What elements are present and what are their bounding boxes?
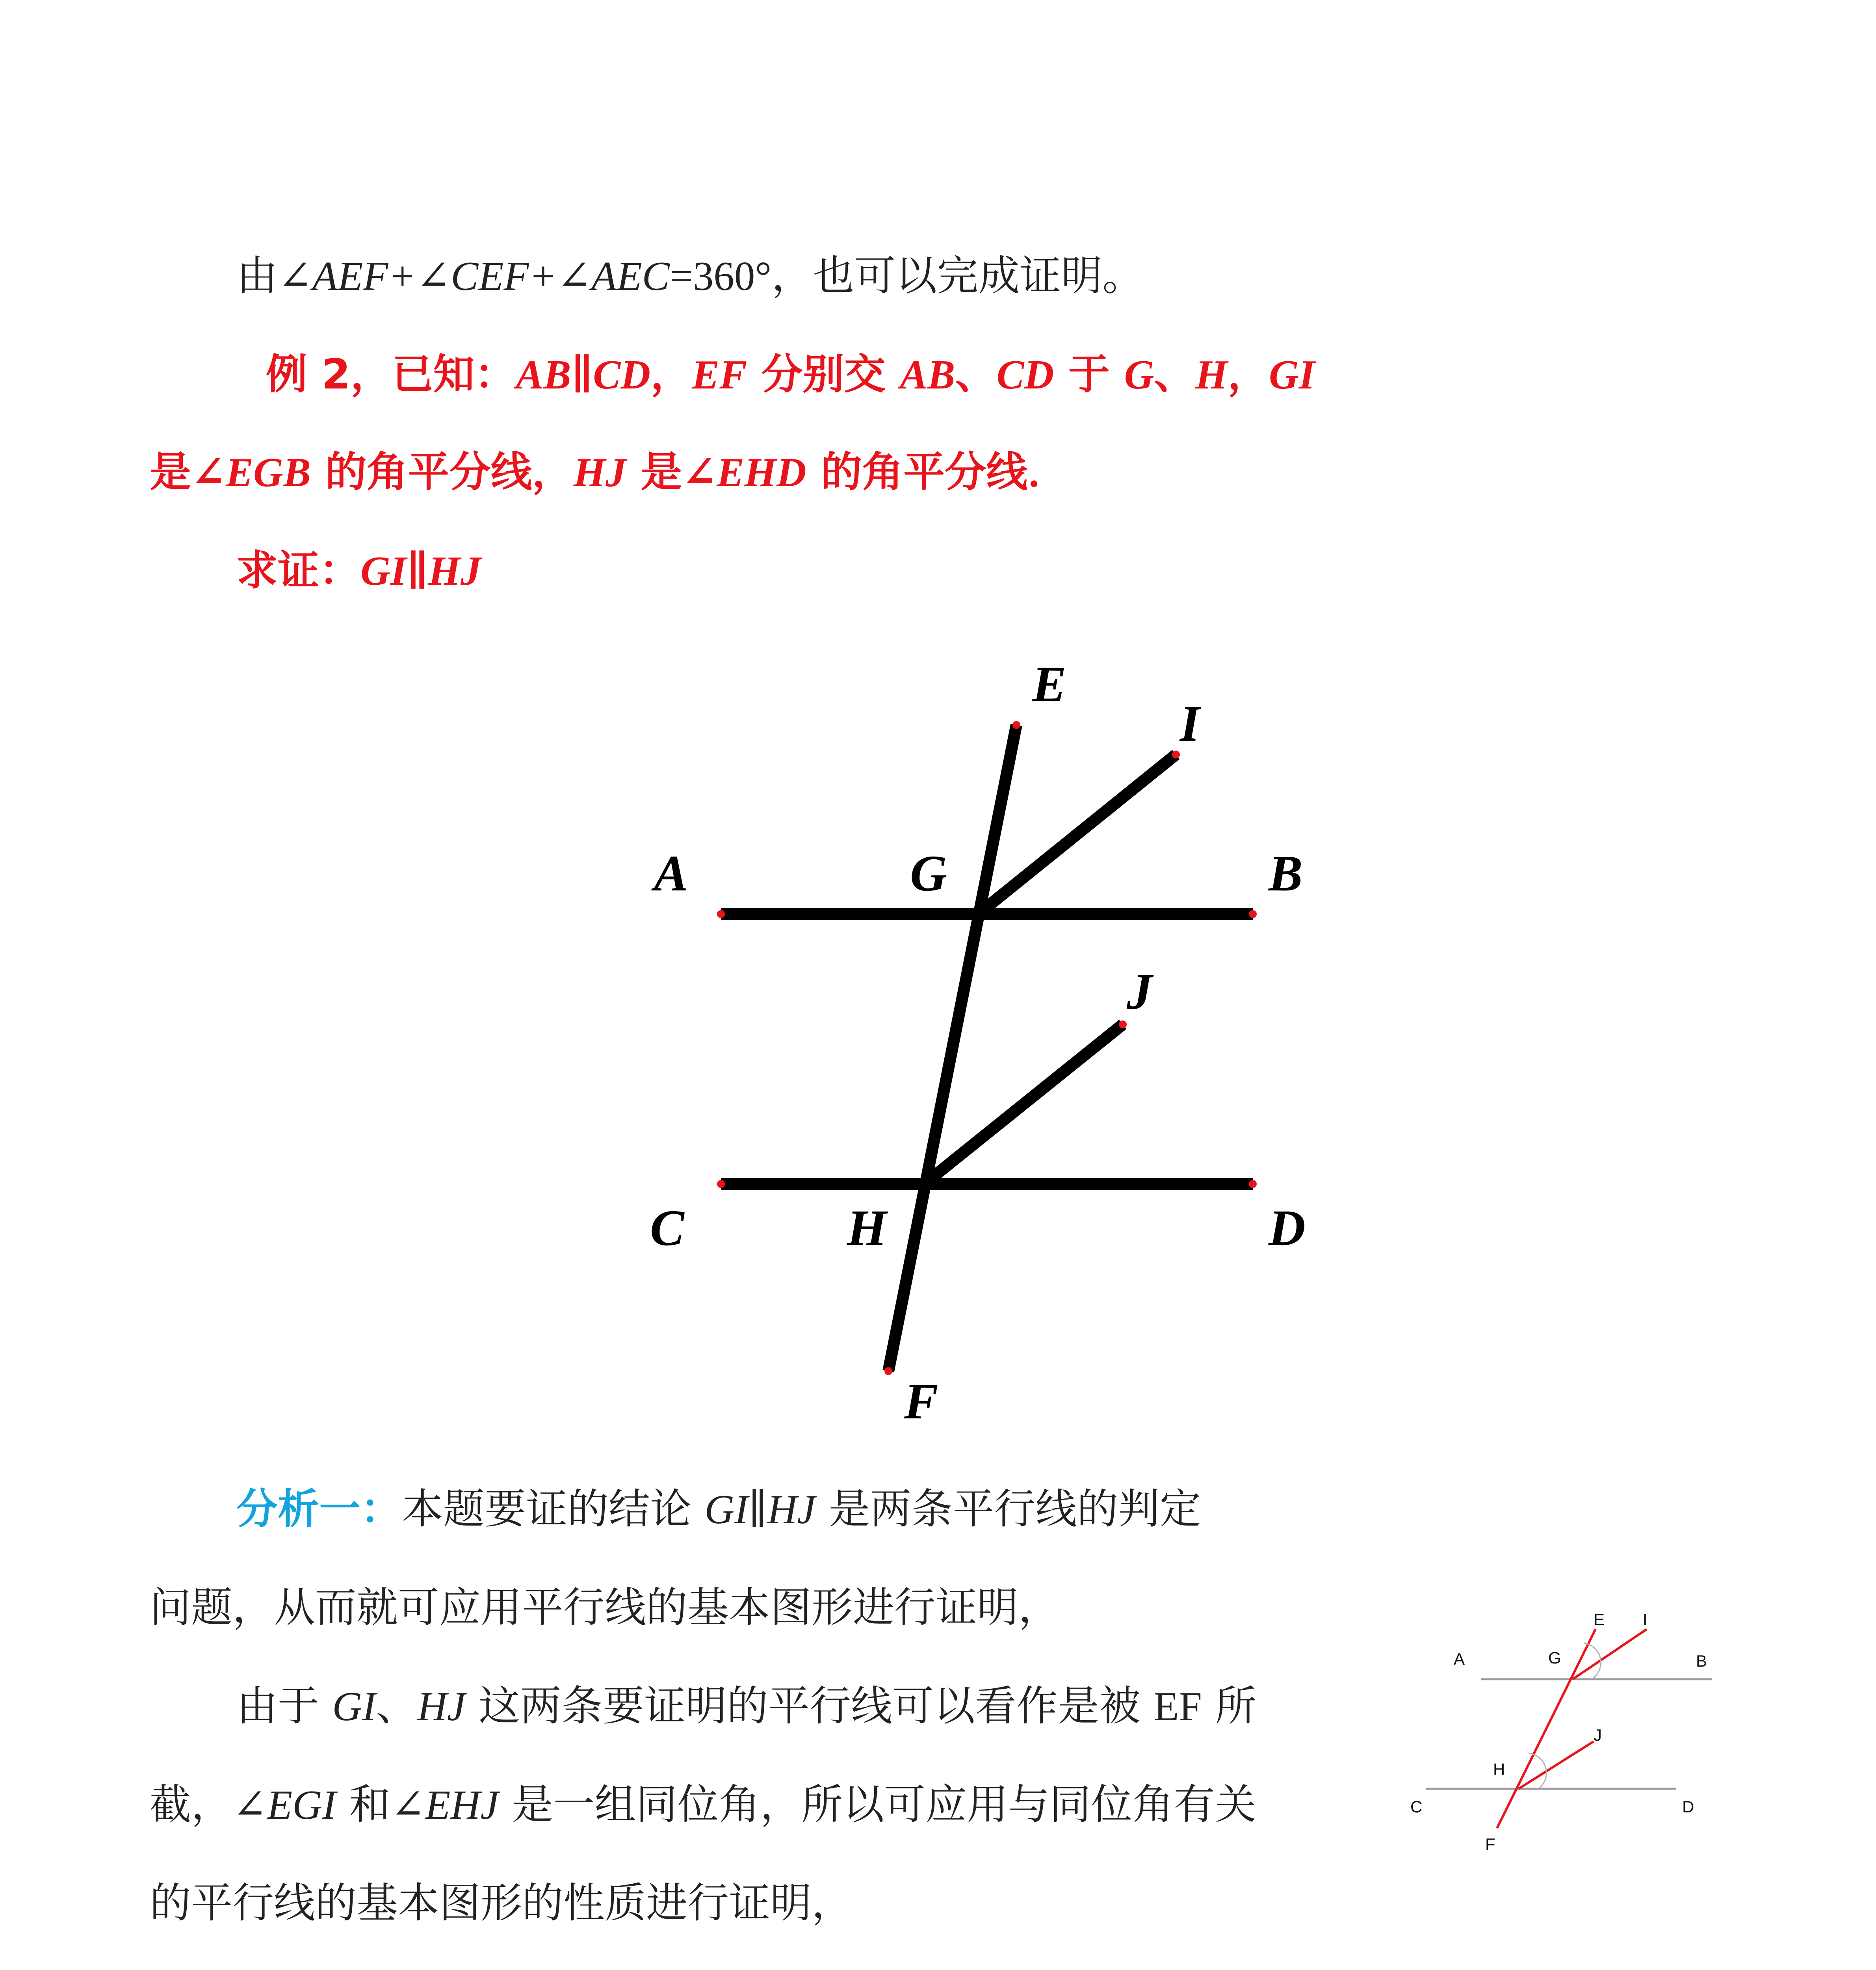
small-label-b: B [1696,1652,1707,1670]
small-label-g: G [1548,1648,1561,1667]
small-label-c: C [1410,1797,1423,1816]
analysis-line-1: 分析一：本题要证的结论 GI∥HJ 是两条平行线的判定 [236,1485,1201,1533]
small-reference-figure [0,1596,1876,1872]
label-g: G [910,845,947,902]
small-label-j: J [1594,1726,1602,1744]
analysis-line-5: 的平行线的基本图形的性质进行证明， [150,1879,853,1927]
small-label-f: F [1485,1835,1495,1853]
label-f: F [904,1373,938,1430]
point-f [884,1367,892,1375]
example-2-line-2: 是∠EGB 的角平分线，HJ 是∠EHD 的角平分线． [150,448,1069,496]
example-2-line-1: 例 2，已知：AB∥CD，EF 分别交 AB、CD 于 G、H，GI [266,350,1315,398]
line-ef [888,725,1016,1371]
label-j: J [1127,963,1152,1020]
analysis-line-2: 问题，从而就可应用平行线的基本图形进行证明， [150,1583,1060,1632]
small-label-e: E [1594,1610,1605,1629]
point-d [1249,1180,1257,1188]
label-d: D [1269,1200,1306,1256]
angle-sum-expression: ∠AEF+∠CEF+∠AEC [278,253,670,299]
point-j [1119,1020,1127,1028]
point-c [717,1180,725,1188]
point-b [1249,910,1257,918]
label-b: B [1269,845,1303,902]
label-a: A [654,845,688,902]
label-e: E [1032,656,1066,713]
point-a [717,910,725,918]
analysis-line-3: 由于 GI、HJ 这两条要证明的平行线可以看作是被 EF 所 [236,1682,1257,1730]
small-label-d: D [1682,1797,1694,1816]
small-label-i: I [1643,1610,1648,1629]
label-h: H [847,1200,887,1256]
label-i: I [1180,695,1200,752]
small-line-ef [1497,1629,1596,1828]
prove-line: 求证：GI∥HJ [236,546,481,595]
point-i [1172,751,1180,758]
point-e [1012,721,1020,729]
analysis-label: 分析一： [236,1485,402,1533]
label-c: C [650,1200,684,1256]
text-line-1: 由∠AEF+∠CEF+∠AEC=360°，也可以完成证明。 [236,252,1144,300]
small-label-h: H [1493,1760,1505,1779]
small-label-a: A [1454,1650,1465,1668]
small-ray-hj [1519,1741,1594,1789]
analysis-line-4: 截，∠EGI 和∠EHJ 是一组同位角，所以可应用与同位角有关 [150,1780,1257,1829]
